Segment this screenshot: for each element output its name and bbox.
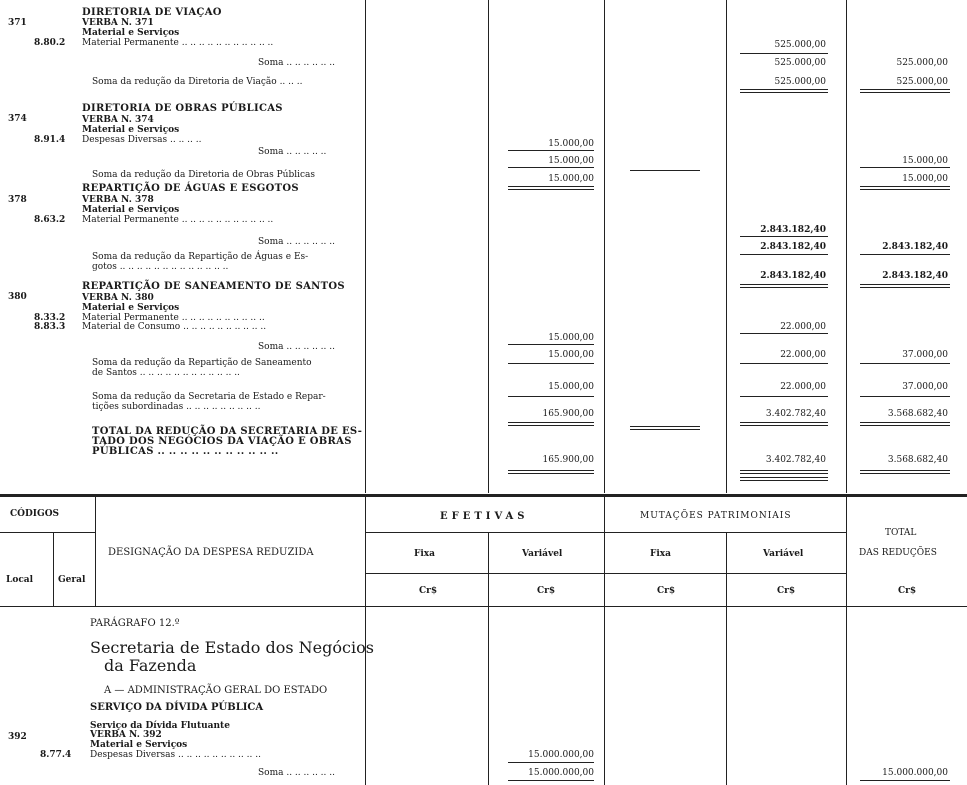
rule	[508, 470, 594, 474]
value-variavel: 2.843.182,40	[760, 271, 826, 281]
rule	[860, 186, 950, 190]
reduction-label: Soma da redução da Repartição de Águas e Es-	[92, 252, 309, 262]
column-rule	[726, 0, 727, 493]
flutuante-label: Serviço da Dívida Flutuante	[90, 721, 230, 731]
value-variavel: 22.000,00	[780, 350, 826, 360]
verba-label: VERBA N. 374	[82, 115, 154, 125]
value-total: 3.568.682,40	[887, 409, 948, 419]
value-fixa: 15.000.000,00	[528, 768, 594, 778]
value-fixa: 15.000,00	[548, 382, 594, 392]
header-local: Local	[6, 575, 34, 585]
servico-label: SERVIÇO DA DÍVIDA PÚBLICA	[90, 702, 264, 713]
section-title: DIRETORIA DE OBRAS PÚBLICAS	[82, 103, 283, 114]
rule	[508, 396, 594, 397]
verba-label: VERBA N. 380	[82, 293, 154, 303]
rule	[508, 167, 594, 168]
grand-total-label: TOTAL DA REDUÇÃO DA SECRETARIA DE ES-	[92, 426, 363, 437]
group-label: Material e Serviços	[82, 28, 180, 38]
reduction-label: Soma da redução da Repartição de Saneamento	[92, 358, 312, 368]
value-variavel: 3.402.782,40	[765, 409, 826, 419]
value-fixa: 15.000,00	[548, 333, 594, 343]
value-fixa: 165.900,00	[542, 409, 594, 419]
rule	[508, 780, 594, 781]
item-label: Despesas Diversas .. .. .. .. .. .. .. .. .. ..	[90, 750, 261, 760]
admin-label: A — ADMINISTRAÇÃO GERAL DO ESTADO	[104, 685, 328, 696]
rule	[740, 363, 828, 364]
header-rule	[726, 532, 727, 785]
item-code: 8.80.2	[34, 38, 66, 48]
header-variavel: Variável	[522, 549, 563, 559]
verba-label: VERBA N. 392	[90, 730, 162, 740]
reduction-label: de Santos .. .. .. .. .. .. .. .. .. .. .. ..	[92, 368, 240, 378]
value-variavel: 525.000,00	[774, 58, 826, 68]
rule	[860, 780, 950, 781]
column-rule	[365, 0, 366, 493]
item-label: Material de Consumo .. .. .. .. .. .. .. .. .. ..	[82, 322, 267, 332]
item-code: 8.91.4	[34, 135, 66, 145]
rule	[508, 762, 594, 763]
item-label: Material Permanente .. .. .. .. .. .. .. .. .. ..	[82, 313, 265, 323]
secretaria-title: Secretaria de Estado dos Negócios	[90, 638, 374, 657]
verba-label: VERBA N. 371	[82, 18, 154, 28]
column-rule	[488, 0, 489, 493]
value-variavel: 3.402.782,40	[765, 455, 826, 465]
value-variavel: 22.000,00	[780, 382, 826, 392]
header-efetivas: EFETIVAS	[440, 511, 529, 522]
reduction-label: tições subordinadas .. .. .. .. .. .. .. .. ..	[92, 402, 261, 412]
header-mutacoes: MUTAÇÕES PATRIMONIAIS	[640, 511, 792, 521]
header-geral: Geral	[58, 575, 86, 585]
value-fixa: 15.000,00	[548, 174, 594, 184]
reduction-label: gotos .. .. .. .. .. .. .. .. .. .. .. .. ..	[92, 262, 229, 272]
header-codigos: CÓDIGOS	[10, 509, 60, 519]
rule	[740, 89, 828, 93]
soma-label: Soma .. .. .. .. .. ..	[258, 768, 335, 778]
rule	[508, 186, 594, 190]
verba-code: 374	[8, 114, 27, 124]
item-code: 8.77.4	[40, 750, 72, 760]
group-label: Material e Serviços	[82, 125, 180, 135]
rule	[508, 344, 594, 345]
section-title: DIRETORIA DE VIAÇAO	[82, 7, 222, 18]
value-fixa: 15.000,00	[548, 350, 594, 360]
rule	[860, 167, 950, 168]
value-fixa: 165.900,00	[542, 455, 594, 465]
value-total: 15.000,00	[902, 156, 948, 166]
soma-label: Soma .. .. .. .. .. ..	[258, 58, 335, 68]
item-label: Despesas Diversas .. .. .. ..	[82, 135, 202, 145]
value-total: 2.843.182,40	[882, 271, 948, 281]
rule	[740, 333, 828, 334]
value-variavel: 2.843.182,40	[760, 242, 826, 252]
verba-code: 392	[8, 732, 27, 742]
rule	[630, 170, 700, 171]
verba-label: VERBA N. 378	[82, 195, 154, 205]
group-label: Material e Serviços	[82, 205, 180, 215]
rule	[860, 470, 950, 474]
value-total: 15.000.000,00	[882, 768, 948, 778]
value-total: 525.000,00	[896, 77, 948, 87]
rule	[508, 150, 594, 151]
value-variavel: 525.000,00	[774, 77, 826, 87]
header-rule	[365, 532, 846, 533]
paragraph-label: PARÁGRAFO 12.º	[90, 618, 180, 629]
header-currency: Cr$	[657, 586, 676, 596]
value-total: 2.843.182,40	[882, 242, 948, 252]
value-variavel: 22.000,00	[780, 322, 826, 332]
value-total: 15.000,00	[902, 174, 948, 184]
header-fixa: Fixa	[414, 549, 436, 559]
rule	[740, 236, 828, 237]
grand-total-label: TADO DOS NEGÓCIOS DA VIAÇÃO E OBRAS	[92, 436, 352, 447]
header-currency: Cr$	[537, 586, 556, 596]
verba-code: 371	[8, 18, 27, 28]
rule	[740, 284, 828, 288]
rule	[508, 422, 594, 426]
soma-label: Soma .. .. .. .. ..	[258, 147, 327, 157]
value-total: 37.000,00	[902, 382, 948, 392]
section-title: REPARTIÇÃO DE SANEAMENTO DE SANTOS	[82, 281, 345, 292]
item-label: Material Permanente .. .. .. .. .. .. .. .. .. .. ..	[82, 38, 274, 48]
rule	[860, 284, 950, 288]
column-rule	[846, 0, 847, 493]
item-code: 8.63.2	[34, 215, 66, 225]
rule	[860, 396, 950, 397]
header-rule	[53, 532, 54, 606]
verba-code: 378	[8, 195, 27, 205]
item-code: 8.83.3	[34, 322, 66, 332]
reduction-label: Soma da redução da Diretoria de Viação .. .. ..	[92, 77, 303, 87]
header-designacao: DESIGNAÇÃO DA DESPESA REDUZIDA	[108, 547, 314, 558]
soma-label: Soma .. .. .. .. .. ..	[258, 237, 335, 247]
header-fixa: Fixa	[650, 549, 672, 559]
header-rule	[846, 497, 847, 785]
value-variavel: 2.843.182,40	[760, 225, 826, 235]
rule	[740, 53, 828, 54]
rule	[860, 254, 950, 255]
value-fixa: 15.000,00	[548, 156, 594, 166]
value-fixa: 15.000.000,00	[528, 750, 594, 760]
reduction-label: Soma da redução da Secretaria de Estado e Repar-	[92, 392, 326, 402]
header-rule	[488, 532, 489, 785]
value-variavel: 525.000,00	[774, 40, 826, 50]
header-currency: Cr$	[419, 586, 438, 596]
group-label: Material e Serviços	[82, 303, 180, 313]
header-currency: Cr$	[898, 586, 917, 596]
section-title: REPARTIÇÃO DE ÁGUAS E ESGOTOS	[82, 183, 299, 194]
header-total: TOTAL	[885, 528, 917, 538]
rule	[740, 477, 828, 481]
reduction-label: Soma da redução da Diretoria de Obras Públicas	[92, 170, 315, 180]
value-total: 3.568.682,40	[887, 455, 948, 465]
rule	[740, 254, 828, 255]
header-rule	[0, 532, 95, 533]
rule	[860, 363, 950, 364]
header-top-rule	[0, 494, 967, 497]
grand-total-label: PÚBLICAS .. .. .. .. .. .. .. .. .. .. ..	[92, 446, 279, 457]
rule	[860, 89, 950, 93]
column-rule	[604, 0, 605, 493]
value-total: 37.000,00	[902, 350, 948, 360]
header-total: DAS REDUÇÕES	[859, 548, 937, 558]
header-rule	[95, 497, 96, 606]
rule	[740, 470, 828, 474]
item-label: Material Permanente .. .. .. .. .. .. .. .. .. .. ..	[82, 215, 274, 225]
secretaria-title: da Fazenda	[104, 656, 197, 675]
rule	[740, 396, 828, 397]
value-fixa: 15.000,00	[548, 139, 594, 149]
header-rule	[365, 573, 846, 574]
soma-label: Soma .. .. .. .. .. ..	[258, 342, 335, 352]
header-variavel: Variável	[763, 549, 804, 559]
rule	[630, 426, 700, 430]
rule	[508, 363, 594, 364]
rule	[860, 422, 950, 426]
header-rule	[0, 606, 967, 607]
item-code: 8.33.2	[34, 313, 66, 323]
verba-code: 380	[8, 292, 27, 302]
header-currency: Cr$	[777, 586, 796, 596]
value-total: 525.000,00	[896, 58, 948, 68]
header-rule	[604, 497, 605, 785]
rule	[740, 422, 828, 426]
group-label: Material e Serviços	[90, 740, 188, 750]
